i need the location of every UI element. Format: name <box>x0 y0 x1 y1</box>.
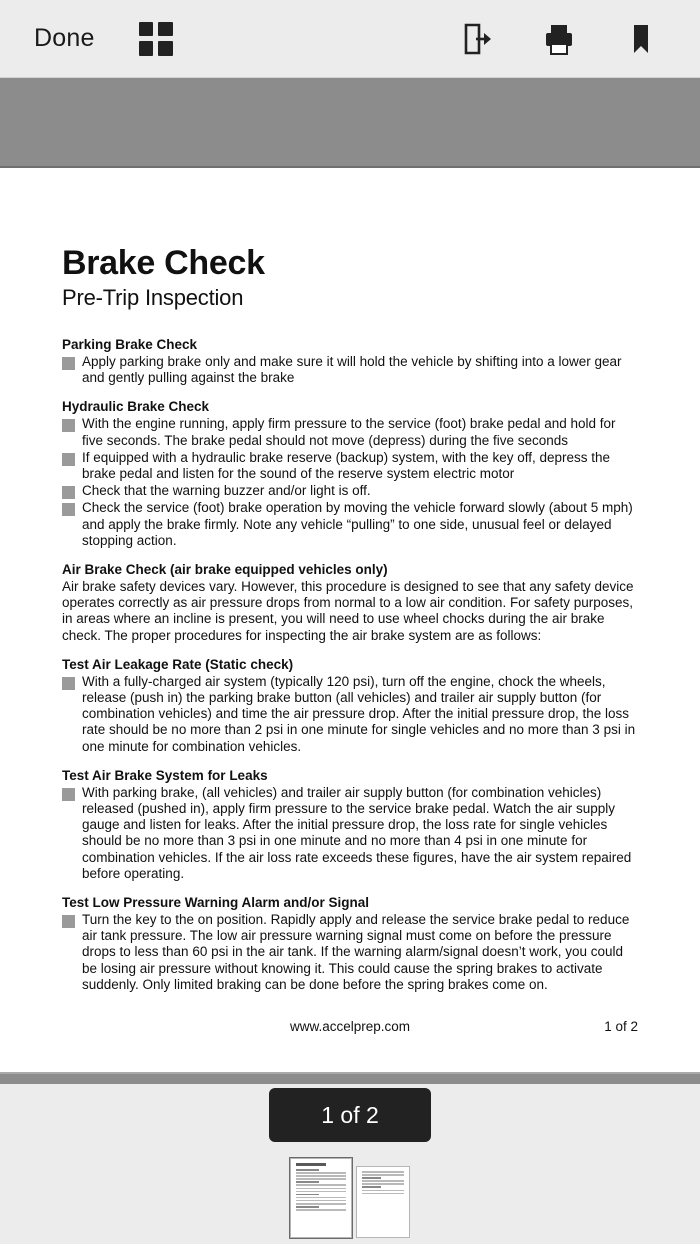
done-button[interactable]: Done <box>34 24 95 52</box>
grid-cell <box>158 41 173 56</box>
checklist-item-text: Check that the warning buzzer and/or light is off. <box>82 483 371 499</box>
section-heading: Test Air Leakage Rate (Static check) <box>62 656 294 672</box>
section-test-air-leakage-rate <box>62 657 638 755</box>
grid-thumbnails-icon[interactable] <box>139 22 173 56</box>
checkbox-icon[interactable] <box>62 788 75 801</box>
checklist-item[interactable] <box>62 354 638 386</box>
checkbox-icon[interactable] <box>62 357 75 370</box>
checkbox-icon[interactable] <box>62 453 75 466</box>
checklist-item[interactable] <box>62 450 638 482</box>
section-test-low-pressure-warning-alarm <box>62 895 638 993</box>
checklist-item[interactable] <box>62 483 638 499</box>
thumbnail-page-1[interactable] <box>290 1158 352 1238</box>
section-heading: Hydraulic Brake Check <box>62 399 210 415</box>
top-toolbar <box>0 0 700 78</box>
checkbox-icon[interactable] <box>62 419 75 432</box>
thumb-line <box>296 1209 346 1211</box>
checkbox-icon[interactable] <box>62 677 75 690</box>
thumb-line <box>362 1180 404 1182</box>
grid-cell <box>139 41 154 56</box>
thumb-line <box>296 1203 346 1205</box>
thumb-line <box>362 1177 381 1179</box>
grid-cell <box>139 22 154 37</box>
thumb-line <box>296 1206 319 1208</box>
checklist-item-text: If equipped with a hydraulic brake reserve (backup) system, with the key off, depress the brake pedal and listen for the sound of the reserve system electric motor <box>82 449 611 482</box>
thumb-line <box>362 1183 404 1185</box>
thumb-line <box>362 1186 381 1188</box>
thumb-line <box>296 1188 346 1190</box>
toolbar-right-group <box>462 22 700 56</box>
share-export-icon[interactable] <box>462 22 492 56</box>
thumb-line <box>362 1190 404 1192</box>
bookmark-icon[interactable] <box>626 22 656 56</box>
section-heading: Parking Brake Check <box>62 337 198 352</box>
page-scroll-area[interactable] <box>0 168 700 1072</box>
thumb-line <box>362 1174 404 1176</box>
thumb-line <box>296 1184 346 1186</box>
grid-cell <box>158 22 173 37</box>
checklist-item[interactable] <box>62 416 638 448</box>
thumb-line <box>296 1172 346 1174</box>
thumb-line <box>296 1175 346 1177</box>
bottom-backdrop-strip <box>0 1074 700 1084</box>
thumb-line <box>296 1200 346 1202</box>
thumbnail-strip[interactable] <box>0 1158 700 1238</box>
checklist-item-text: Turn the key to the on position. Rapidly apply and release the service brake pedal to reduce air tank pressure. The low air pressure warning signal must come on before the pressure drops to less than 60 psi in the air tank. If the warning alarm/signal doesn’t work, you could be losing air pressure without knowing it. This could cause the spring brakes to activate suddenly. Only limited braking can be done before the spring brakes come on. <box>82 912 630 992</box>
thumb-line <box>296 1163 326 1166</box>
page-title: Brake Check <box>62 244 265 282</box>
footer-page-number: 1 of 2 <box>604 1019 638 1035</box>
thumb-line <box>362 1193 404 1195</box>
checklist-item[interactable] <box>62 912 638 993</box>
page-subtitle: Pre-Trip Inspection <box>62 285 244 310</box>
bottom-bar <box>0 1072 700 1244</box>
section-test-air-brake-system-for-leaks <box>62 768 638 882</box>
checklist-item[interactable] <box>62 674 638 755</box>
section-heading: Air Brake Check (air brake equipped vehicles only) <box>62 562 388 578</box>
thumb-line <box>296 1178 346 1180</box>
checklist-item-text: Check the service (foot) brake operation by moving the vehicle forward slowly (about 5 mph) and apply the brake firmly. Note any vehicle “pulling” to one side, unusual feel or delayed stopping action. <box>82 500 633 548</box>
checklist-item-text: With the engine running, apply firm pressure to the service (foot) brake pedal and hold for five seconds. The brake pedal should not move (depress) during the five seconds <box>82 416 616 448</box>
thumb-line <box>296 1181 319 1183</box>
thumb-line <box>362 1171 404 1173</box>
checklist-item-text: Apply parking brake only and make sure it will hold the vehicle by shifting into a lower gear and gently pulling against the brake <box>82 354 622 386</box>
document-footer <box>62 1019 638 1034</box>
toolbar-left-group <box>0 22 173 56</box>
checklist-item[interactable] <box>62 500 638 549</box>
page-indicator: 1 of 2 <box>269 1088 431 1142</box>
checklist-item-text: With parking brake, (all vehicles) and trailer air supply button (for combination vehicles) released (pushed in), apply firm pressure to the service brake pedal. Watch the air supply gauge and listen for leaks. After the initial pressure drop, the loss rate for single vehicles should be no more than 3 psi in one minute and no more than 4 psi in one minute for combination vehicles. If the air loss rate exceeds these figures, have the air system repaired before operating. <box>82 784 632 881</box>
section-heading: Test Low Pressure Warning Alarm and/or Signal <box>62 895 370 911</box>
thumb-line <box>296 1191 346 1193</box>
section-paragraph: Air brake safety devices vary. However, this procedure is designed to see that any safety device operates correctly as air pressure drops from normal to a low air condition. For safety purposes, in areas where an incline is present, you will need to use wheel chocks during the air brake check. The proper procedures for inspecting the air brake system are as follows: <box>62 579 634 643</box>
thumbnail-page-2[interactable] <box>356 1166 410 1238</box>
print-icon[interactable] <box>544 22 574 56</box>
section-parking-brake-check <box>62 337 638 386</box>
checklist-item[interactable] <box>62 785 638 882</box>
thumb-line <box>296 1194 319 1196</box>
thumb-line <box>296 1197 346 1199</box>
checklist-item-text: With a fully-charged air system (typically 120 psi), turn off the engine, chock the wheels, release (push in) the parking brake button (all vehicles) and trailer air supply button (for combination vehicles) and time the air pressure drop. After the initial pressure drop, the loss rate should be no more than 2 psi in one minute for single vehicles and no more than 3 psi in one minute for combination vehicles. <box>82 673 636 754</box>
checkbox-icon[interactable] <box>62 915 75 928</box>
footer-url: www.accelprep.com <box>289 1019 411 1035</box>
checkbox-icon[interactable] <box>62 486 75 499</box>
section-air-brake-check <box>62 562 638 644</box>
checkbox-icon[interactable] <box>62 503 75 516</box>
section-heading: Test Air Brake System for Leaks <box>62 767 268 783</box>
section-hydraulic-brake-check <box>62 399 638 549</box>
document-page <box>0 168 700 1072</box>
page-backdrop-gap <box>0 78 700 168</box>
thumb-line <box>296 1169 319 1171</box>
